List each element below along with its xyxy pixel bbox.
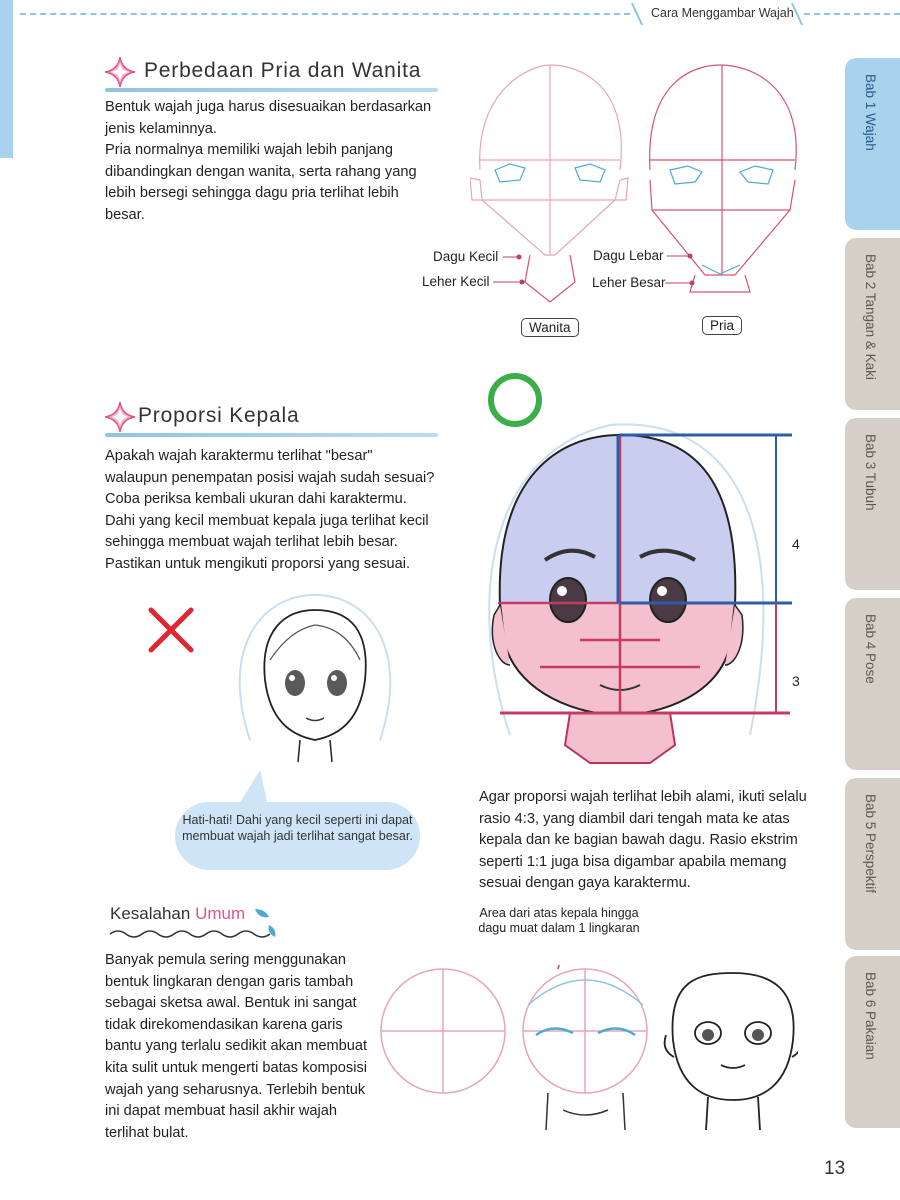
common-mistake-title-b: Umum <box>195 904 246 923</box>
tab-bab-2-tangan-kaki[interactable] <box>845 238 900 410</box>
tag-pria: Pria <box>702 316 742 335</box>
neck-fill <box>565 713 675 763</box>
common-mistake-body: Banyak pemula sering menggunakan bentuk lingkaran dengan garis tambah sebagai sketsa awal. Bentuk ini sangat tidak direkomendasikan karena garis bantu yang terlalu sedikit akan membuat kita sulit untuk mengerti batas komposisi wajah yang seharusnya. Terlebih bentuk ini dapat membuat hasil akhir wajah terlihat bulat. <box>105 952 368 1141</box>
ratio-explanation: Agar proporsi wajah terlihat lebih alami, ikuti selalu rasio 4:3, yang diambil dari tengah mata ke atas kepala dan ke bagian bawah dagu. Rasio ekstrim seperti 1:1 juga bisa digambar apabila memang sesuai dengan gaya karaktermu. <box>479 789 807 892</box>
header-divider-left <box>20 13 630 15</box>
paragraph: Dahi yang kecil membuat kepala juga terlihat kecil sehingga membuat wajah terlihat lebih besar. Pastikan untuk mengikuti proporsi yang sesuai. <box>105 512 429 572</box>
wrong-cross-icon <box>146 605 196 655</box>
label-dagu-kecil: Dagu Kecil <box>433 249 499 264</box>
section-underline <box>105 88 438 92</box>
proportion-head-figure <box>480 415 820 765</box>
section-title-proporsi: Proporsi Kepala <box>138 404 300 427</box>
tab-label: Bab 6 Pakaian <box>863 972 878 1060</box>
face-lower-fill <box>500 603 735 715</box>
warning-bubble: Hati-hati! Dahi yang kecil seperti ini dapat membuat wajah jadi terlihat sangat besar. <box>175 802 420 870</box>
label-leher-besar: Leher Besar <box>592 275 666 290</box>
header-slash-left <box>631 3 643 26</box>
tab-bab-4-pose[interactable] <box>845 598 900 770</box>
sparkle-icon <box>104 56 136 88</box>
tab-label: Bab 4 Pose <box>863 614 878 684</box>
header-divider-right <box>804 13 900 15</box>
female-head-sketch <box>470 65 628 302</box>
tab-label: Bab 3 Tubuh <box>863 434 878 511</box>
common-mistake-title-a: Kesalahan <box>110 904 191 923</box>
section-underline <box>105 433 438 437</box>
tag-wanita: Wanita <box>521 318 579 337</box>
circle-construction-figure <box>378 965 798 1135</box>
round-face-result <box>665 973 798 1130</box>
running-header-title: Cara Menggambar Wajah <box>651 6 794 20</box>
tab-bab-6-pakaian[interactable] <box>845 956 900 1128</box>
tab-bab-5-perspektif[interactable] <box>845 778 900 950</box>
circle-with-face <box>523 965 647 1130</box>
sparkle-icon <box>104 401 136 433</box>
tab-bab-3-tubuh[interactable] <box>845 418 900 590</box>
common-mistake-title <box>110 904 245 924</box>
wrong-example-head <box>230 590 400 765</box>
section1-body <box>105 97 437 227</box>
head-comparison-figure <box>470 60 810 310</box>
page-number: 13 <box>824 1158 846 1179</box>
paragraph: Bentuk wajah juga harus disesuaikan berdasarkan jenis kelaminnya. <box>105 99 432 137</box>
tab-label: Bab 5 Perspektif <box>863 794 878 894</box>
tab-label: Bab 2 Tangan & Kaki <box>863 254 878 380</box>
circle-guide <box>381 969 505 1093</box>
label-leher-kecil: Leher Kecil <box>422 274 490 289</box>
label-dagu-lebar: Dagu Lebar <box>593 248 664 263</box>
circle-caption: Area dari atas kepala hingga dagu muat dalam 1 lingkaran <box>478 906 640 935</box>
section-title-pria-wanita: Perbedaan Pria dan Wanita <box>144 59 422 82</box>
tab-label: Bab 1 Wajah <box>863 74 878 151</box>
paragraph: Apakah wajah karaktermu terlihat "besar" walaupun penempatan posisi wajah sudah sesuai? Coba periksa kembali ukuran dahi karaktermu. <box>105 448 435 508</box>
left-accent-bar <box>0 0 13 158</box>
ratio-label-3: 3 <box>792 673 800 689</box>
tab-bab-1-wajah[interactable] <box>845 58 900 230</box>
male-head-sketch <box>650 65 797 292</box>
squiggle-underline <box>108 926 283 942</box>
section2-body <box>105 446 437 576</box>
paragraph: Pria normalnya memiliki wajah lebih panjang dibandingkan dengan wanita, serta rahang yang lebih bersegi sehingga dagu pria terlihat lebih besar. <box>105 142 417 223</box>
ratio-label-4: 4 <box>792 536 800 552</box>
